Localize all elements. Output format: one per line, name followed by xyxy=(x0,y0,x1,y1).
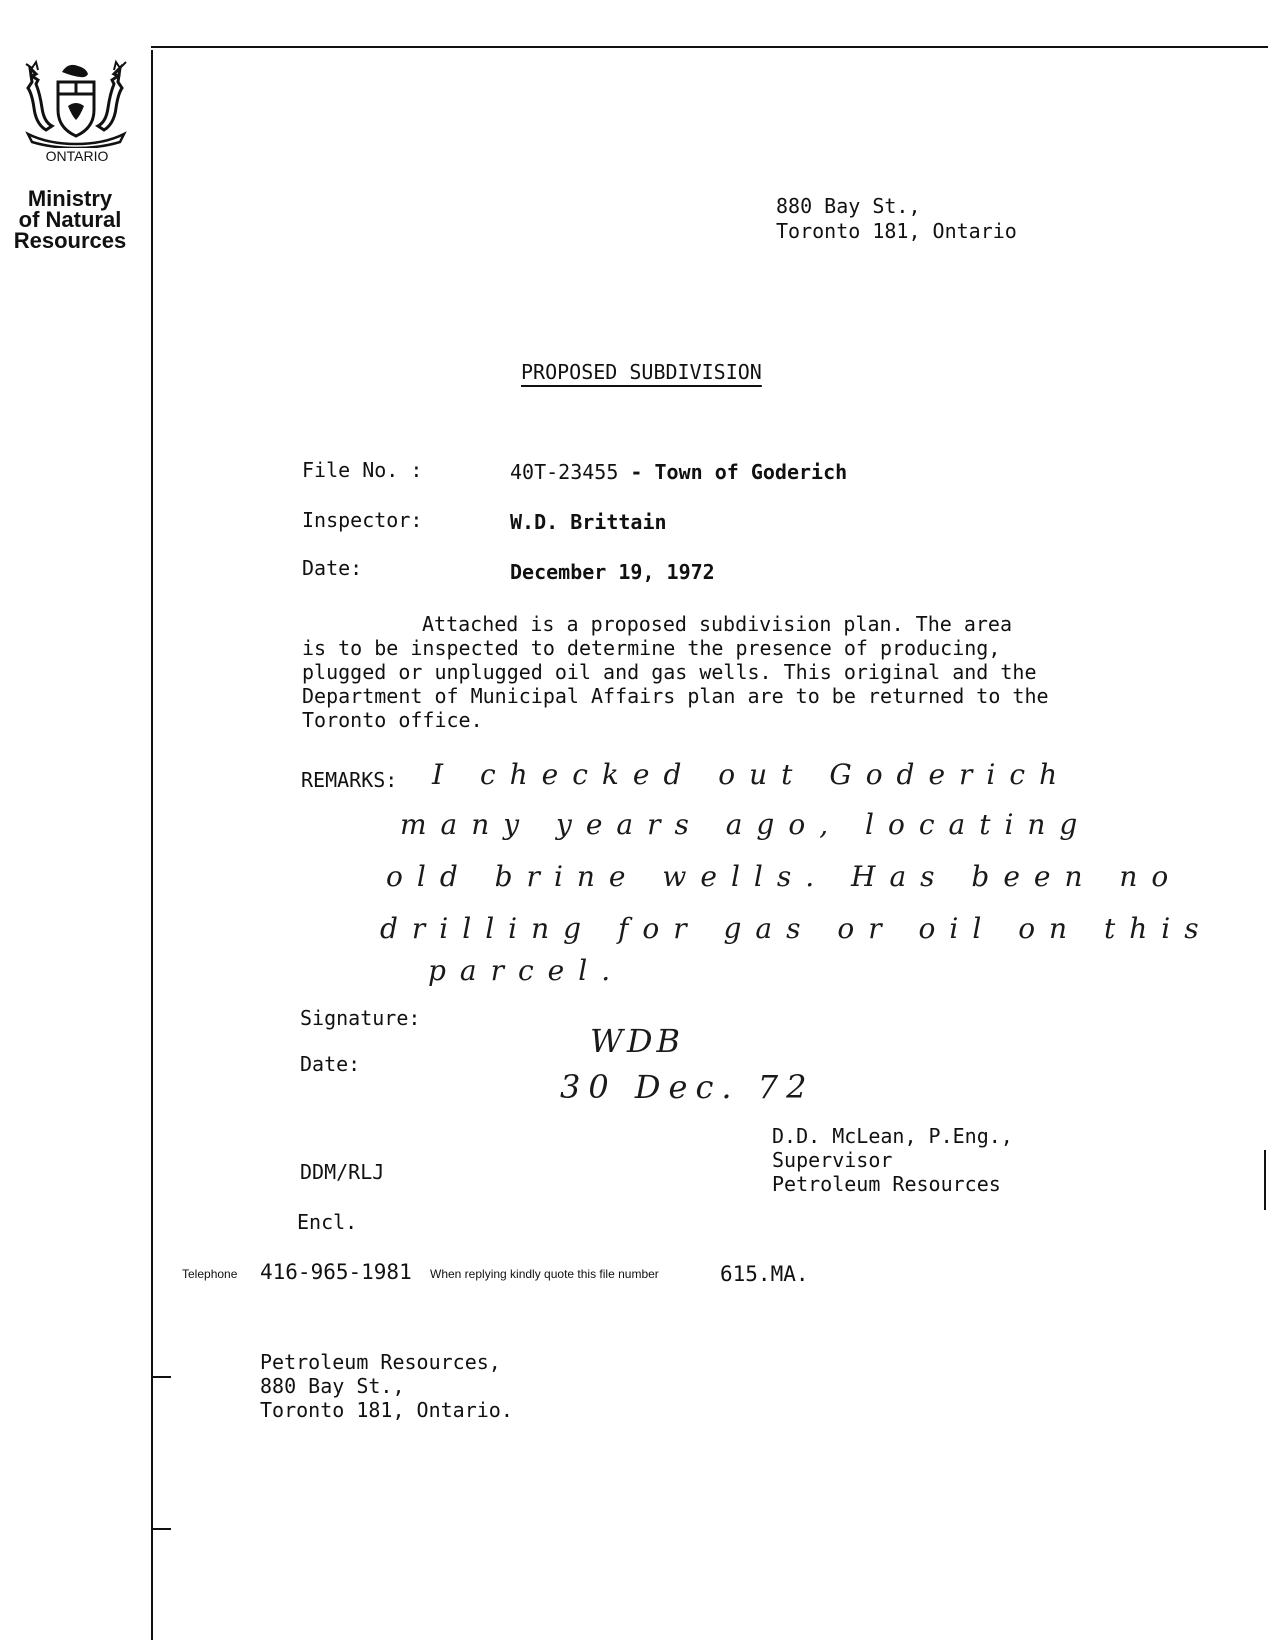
sender-address-line: 880 Bay St., xyxy=(776,194,921,218)
right-edge-mark xyxy=(1264,1150,1266,1210)
fold-mark-top xyxy=(151,1376,171,1378)
ministry-name-line: of Natural xyxy=(18,207,122,232)
remarks-handwritten-line: old brine wells. Has been no xyxy=(386,860,1183,893)
signatory-line: D.D. McLean, P.Eng., xyxy=(772,1124,1013,1148)
ministry-name xyxy=(6,188,134,251)
enclosure-note: Encl. xyxy=(297,1210,358,1234)
signature-label: Signature: xyxy=(300,1006,421,1030)
telephone-number: 416-965-1981 xyxy=(260,1260,412,1284)
inspector-value: W.D. Brittain xyxy=(510,510,667,534)
body-line: plugged or unplugged oil and gas wells. This original and the xyxy=(302,660,1037,684)
reply-file-number: 615.MA. xyxy=(720,1262,809,1286)
recipient-address xyxy=(260,1350,513,1422)
ministry-name-line: Ministry xyxy=(27,186,113,211)
file-no-town: - Town of Goderich xyxy=(630,460,848,484)
coat-of-arms-icon xyxy=(22,58,130,148)
ministry-name-line: Resources xyxy=(13,228,127,253)
inspector-label: Inspector: xyxy=(302,508,423,532)
remarks-handwritten-line: many years ago, locating xyxy=(400,808,1092,841)
signatory-line: Supervisor xyxy=(772,1148,893,1172)
recipient-address-line: Petroleum Resources, xyxy=(260,1350,501,1374)
signature-date-label: Date: xyxy=(300,1052,361,1076)
typist-initials: DDM/RLJ xyxy=(300,1160,385,1184)
date-value: December 19, 1972 xyxy=(510,560,715,584)
signature-mark: WDB xyxy=(590,1022,685,1060)
body-line: Attached is a proposed subdivision plan. The area xyxy=(422,612,1013,636)
file-no-label: File No. : xyxy=(302,458,423,482)
file-no-number: 40T-23455 xyxy=(510,460,619,484)
left-rule xyxy=(151,50,153,1640)
signatory-line: Petroleum Resources xyxy=(772,1172,1001,1196)
remarks-handwritten-line: I checked out Goderich xyxy=(432,758,1072,791)
top-rule xyxy=(151,46,1268,48)
recipient-address-line: 880 Bay St., xyxy=(260,1374,405,1398)
signatory-block xyxy=(772,1124,1013,1196)
reply-note: When replying kindly quote this file number xyxy=(430,1267,659,1281)
body-line: Department of Municipal Affairs plan are to be returned to the xyxy=(302,684,1049,708)
signature-date-handwritten: 30 Dec. 72 xyxy=(560,1068,815,1106)
sender-address-line: Toronto 181, Ontario xyxy=(776,219,1017,243)
remarks-handwritten-line: parcel. xyxy=(428,954,625,987)
date-label: Date: xyxy=(302,556,363,580)
logo-label: ONTARIO xyxy=(45,148,109,164)
remarks-label: REMARKS: xyxy=(301,768,398,792)
fold-mark-bottom xyxy=(151,1528,171,1530)
file-no-value xyxy=(510,460,847,484)
body-line: Toronto office. xyxy=(302,708,483,732)
body-line: is to be inspected to determine the presence of producing, xyxy=(302,636,1001,660)
recipient-address-line: Toronto 181, Ontario. xyxy=(260,1398,513,1422)
remarks-handwritten-line: drilling for gas or oil on this xyxy=(380,912,1213,945)
sender-address xyxy=(776,194,1017,244)
telephone-label: Telephone xyxy=(182,1267,238,1281)
body-paragraph xyxy=(302,612,1082,732)
document-title: PROPOSED SUBDIVISION xyxy=(521,360,762,384)
